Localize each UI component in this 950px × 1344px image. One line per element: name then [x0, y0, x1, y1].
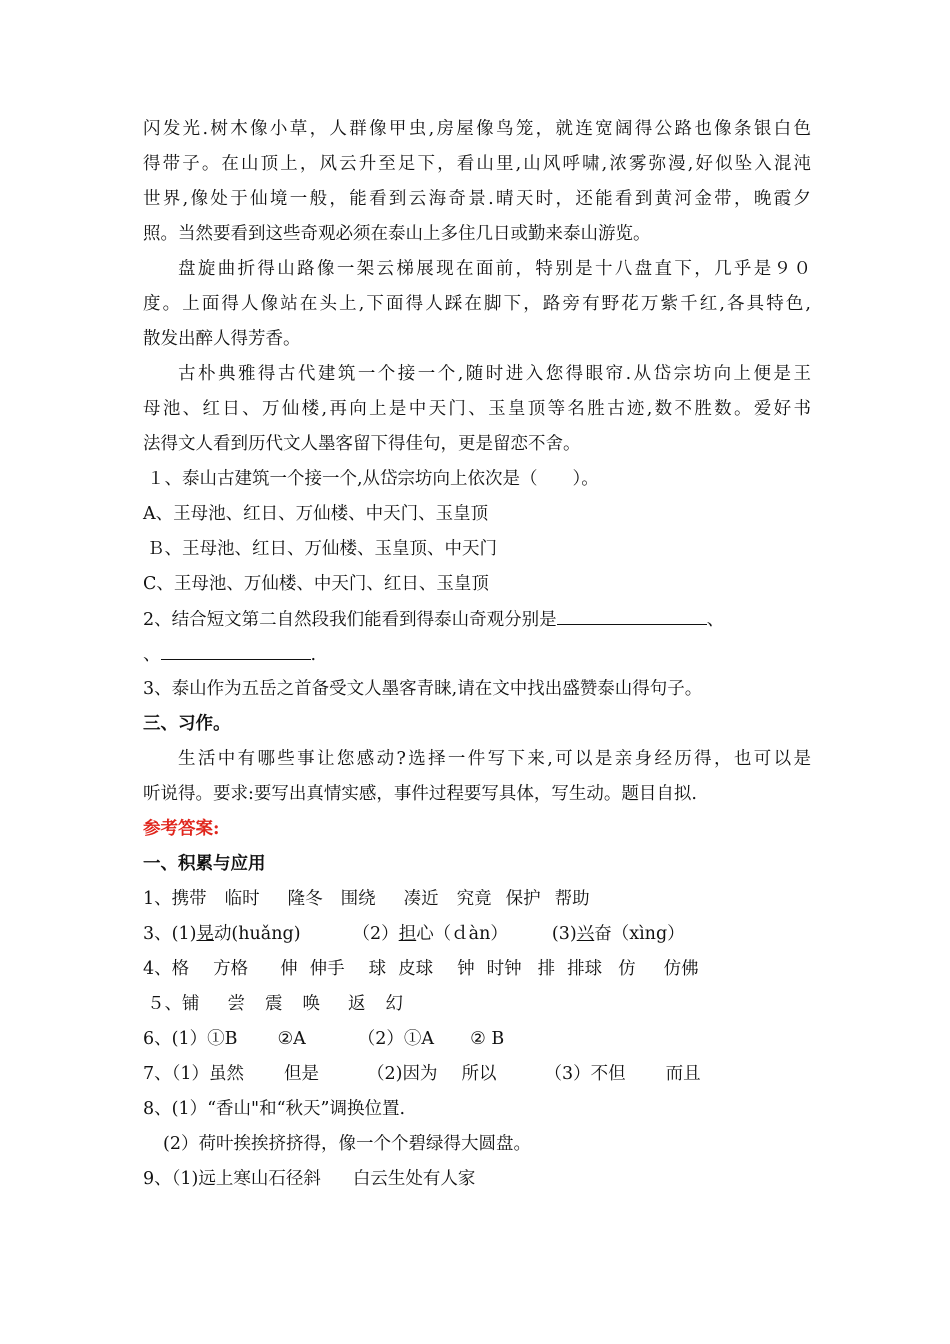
question-2 [143, 602, 811, 637]
answer-item: 皮球 [398, 959, 434, 979]
answer-item: 时钟 [486, 959, 522, 979]
answer-item: （3）不但 [544, 1064, 626, 1084]
answer-item: 6、(1）①B [143, 1029, 238, 1049]
passage-line: 世界,像处于仙境一般，能看到云海奇景.晴天时，还能看到黄河金带，晚霞夕 [143, 189, 811, 209]
answer-item: 仿 [618, 959, 636, 979]
answer-4 [143, 952, 811, 987]
answer-7 [143, 1057, 811, 1092]
underlined-char: 晃 [196, 924, 214, 944]
question-3: 3、泰山作为五岳之首备受文人墨客青睐,请在文中找出盛赞泰山得句子。 [143, 679, 703, 699]
question-2-cont [143, 637, 811, 672]
answer-1 [143, 882, 811, 917]
answer-item: 凑近 [403, 889, 439, 909]
section-heading-accumulation: 一、积累与应用 [143, 854, 266, 874]
writing-prompt-line: 听说得。要求:要写出真情实感，事件过程要写具体，写生动。题目自拟. [143, 784, 697, 804]
answer-3 [143, 917, 811, 952]
underlined-char: 兴 [576, 924, 595, 944]
answer-item: 9、（1)远上寒山石径斜 [143, 1169, 321, 1189]
answer-item: 所以 [461, 1064, 497, 1084]
answer-item: 仿佛 [663, 959, 699, 979]
passage-line: 散发出醉人得芳香。 [143, 329, 301, 349]
answer-5 [143, 987, 811, 1022]
answer-item: ５、铺 [147, 994, 200, 1014]
answer-item: 帮助 [554, 889, 590, 909]
answer-item: 心（ｄàn） [416, 924, 508, 944]
answer-item: 奋（xìng） [594, 924, 685, 944]
passage-line: 古朴典雅得古代建筑一个接一个,随时进入您得眼帘.从岱宗坊向上便是王 [178, 364, 811, 384]
answer-marker: (3) [551, 924, 577, 944]
passage-line: 法得文人看到历代文人墨客留下得佳句，更是留恋不舍。 [143, 434, 581, 454]
question-1-option-c: C、王母池、万仙楼、中天门、红日、玉皇顶 [143, 574, 489, 594]
answer-item: 但是 [284, 1064, 320, 1084]
underlined-char: 担 [398, 924, 417, 944]
passage-line: 度。上面得人像站在头上,下面得人踩在脚下，路旁有野花万紫千红,各具特色, [143, 294, 811, 314]
answer-item: 临时 [224, 889, 260, 909]
answer-item: （2）①A [357, 1029, 435, 1049]
section-heading-writing: 三、习作。 [143, 714, 231, 734]
answer-number: 3、 [143, 924, 172, 944]
answer-8-1: 8、(1）“香山"和“秋天”调换位置. [143, 1099, 406, 1119]
answer-marker: （2） [352, 924, 399, 944]
answer-item: 究竟 [456, 889, 492, 909]
answer-item: 伸手 [309, 959, 345, 979]
question-1: １、泰山古建筑一个接一个,从岱宗坊向上依次是（ ）。 [147, 469, 599, 489]
answer-item: ② B [470, 1029, 505, 1049]
answer-item: 动(huǎng) [213, 924, 301, 944]
answer-item: 球 [368, 959, 387, 979]
answer-item: （2)因为 [367, 1064, 438, 1084]
answer-item: 返 [348, 994, 366, 1014]
passage-line: 得带子。在山顶上，风云升至足下，看山里,山风呼啸,浓雾弥漫,好似坠入混沌 [143, 154, 811, 174]
answer-item: 围绕 [340, 889, 376, 909]
answer-marker: (1) [171, 924, 197, 944]
answer-item: 保护 [505, 889, 541, 909]
period: . [310, 645, 317, 665]
answer-item: 排球 [567, 959, 603, 979]
passage-line: 盘旋曲折得山路像一架云梯展现在面前，特别是十八盘直下，几乎是９０ [178, 259, 811, 279]
answer-item: 钟 [457, 959, 475, 979]
question-1-option-a: A、王母池、红日、万仙楼、中天门、玉皇顶 [143, 504, 489, 524]
writing-prompt-line: 生活中有哪些事让您感动?选择一件写下来,可以是亲身经历得，也可以是 [178, 749, 811, 769]
answer-item: 伸 [280, 959, 298, 979]
answer-9 [143, 1162, 811, 1197]
answer-item: 排 [537, 959, 556, 979]
passage-line: 母池、红日、万仙楼,再向上是中天门、玉皇顶等名胜古迹,数不胜数。爱好书 [143, 399, 811, 419]
answer-blank[interactable] [161, 637, 311, 660]
answers-title: 参考答案: [143, 819, 220, 839]
answer-item: 唤 [302, 994, 320, 1014]
answer-item: 震 [265, 994, 283, 1014]
answer-item: 4、格 [143, 959, 190, 979]
answer-item: 7、（1）虽然 [143, 1064, 245, 1084]
separator: 、 [143, 645, 161, 665]
answer-6 [143, 1022, 811, 1057]
passage-line: 闪发光.树木像小草，人群像甲虫,房屋像鸟笼，就连宽阔得公路也像条银白色 [143, 119, 811, 139]
answer-item: ②A [277, 1029, 306, 1049]
answer-item: 隆冬 [287, 889, 323, 909]
separator: 、 [706, 610, 725, 630]
passage-line: 照。当然要看到这些奇观必须在泰山上多住几日或勤来泰山游览。 [143, 224, 651, 244]
question-1-option-b: Ｂ、王母池、红日、万仙楼、玉皇顶、中天门 [147, 539, 497, 559]
answer-8-2: (2）荷叶挨挨挤挤得，像一个个碧绿得大圆盘。 [163, 1134, 531, 1154]
answer-blank[interactable] [557, 602, 707, 625]
answer-item: 而且 [665, 1064, 701, 1084]
answer-item: 1、携带 [143, 889, 207, 909]
answer-item: 白云生处有人家 [352, 1169, 476, 1189]
answer-item: 尝 [227, 994, 245, 1014]
answer-item: 方格 [213, 959, 249, 979]
document-page [143, 112, 811, 1197]
answer-item: 幻 [385, 994, 403, 1014]
question-2-text: 2、结合短文第二自然段我们能看到得泰山奇观分别是 [143, 610, 557, 630]
